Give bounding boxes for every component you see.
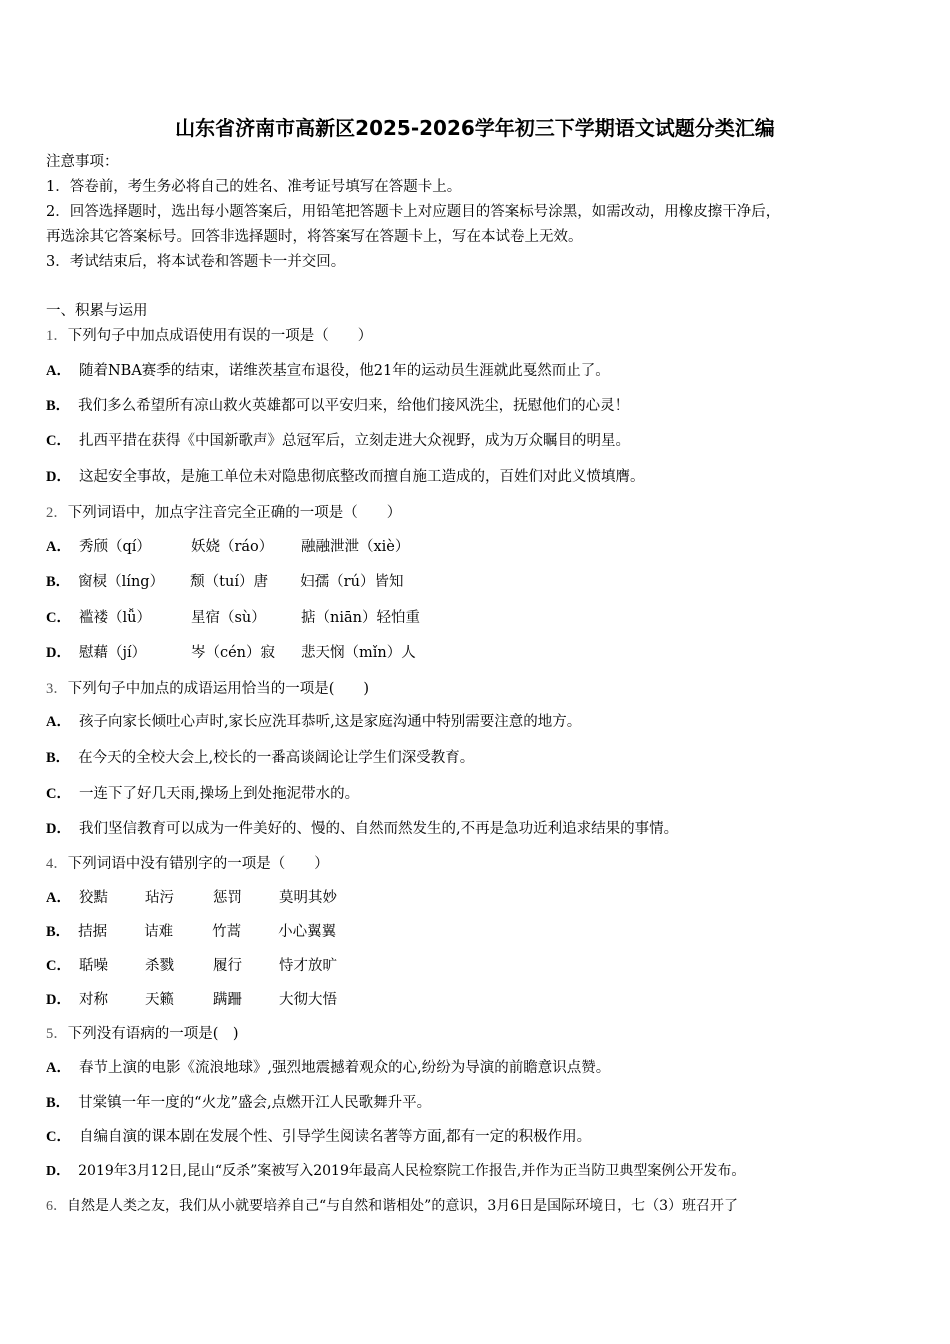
option-text: 这起安全事故，是施工单位未对隐患彻底整改而擅自施工造成的，百姓们对此义愤填膺。 xyxy=(78,469,645,485)
question-5-stem xyxy=(46,1024,239,1044)
question-3-option-a xyxy=(46,712,581,732)
option-term: 秀颀（qí） xyxy=(78,539,151,555)
option-term: 妖娆（ráo） xyxy=(190,539,274,555)
question-2-stem xyxy=(46,503,401,523)
option-term: 莫明其妙 xyxy=(278,890,337,906)
option-term: 惩罚 xyxy=(212,890,242,906)
option-letter: B． xyxy=(46,924,71,940)
question-text: 下列词语中没有错别字的一项是（ ） xyxy=(67,856,329,872)
option-letter: B． xyxy=(46,1095,71,1111)
option-text: 自编自演的课本剧在发展个性、引导学生阅读名著等方面,都有一定的积极作用。 xyxy=(78,1129,592,1145)
question-2-option-b xyxy=(46,572,403,592)
question-4-option-c xyxy=(46,956,337,976)
option-term: 掂（niān）轻怕重 xyxy=(300,610,420,626)
option-text: 甘棠镇一年一度的“火龙”盛会,点燃开江人民歌舞升平。 xyxy=(78,1095,432,1111)
question-5-option-b xyxy=(46,1093,431,1113)
option-text: 随着NBA赛季的结束，诺维茨基宣布退役，他21年的运动员生涯就此戛然而止了。 xyxy=(78,363,610,379)
option-term: 慰藉（jí） xyxy=(78,645,147,661)
option-letter: B． xyxy=(46,398,71,414)
notice-heading: 注意事项： xyxy=(46,154,119,170)
question-4-option-d xyxy=(46,990,337,1010)
option-text: 春节上演的电影《流浪地球》,强烈地震撼着观众的心,纷纷为导演的前瞻意识点赞。 xyxy=(78,1060,611,1076)
question-2-option-d xyxy=(46,643,416,663)
option-letter: D． xyxy=(46,645,71,661)
option-letter: C． xyxy=(46,610,71,626)
question-2-option-a xyxy=(46,537,409,557)
option-term: 融融泄泄（xiè） xyxy=(300,539,410,555)
question-text: 下列句子中加点的成语运用恰当的一项是( ) xyxy=(67,681,370,697)
question-1-option-d xyxy=(46,467,644,487)
option-term: 悲天悯（mǐn）人 xyxy=(300,645,416,661)
option-text: 孩子向家长倾吐心声时,家长应洗耳恭听,这是家庭沟通中特别需要注意的地方。 xyxy=(78,714,582,730)
option-text: 在今天的全校大会上,校长的一番高谈阔论让学生们深受教育。 xyxy=(78,750,475,766)
question-2-option-c xyxy=(46,608,420,628)
option-letter: A． xyxy=(46,363,71,379)
question-number: 5． xyxy=(46,1026,68,1042)
notice-item-2-cont: 再选涂其它答案标号。回答非选择题时，将答案写在答题卡上，写在本试卷上无效。 xyxy=(46,229,583,245)
question-3-option-d xyxy=(46,819,678,839)
option-letter: A． xyxy=(46,1060,71,1076)
question-5-option-c xyxy=(46,1127,591,1147)
option-term: 狡黠 xyxy=(78,890,108,906)
option-text: 2019年3月12日,昆山“反杀”案被写入2019年最高人民检察院工作报告,并作为正当防卫典型案例公开发布。 xyxy=(78,1163,746,1179)
question-1-option-a xyxy=(46,361,610,381)
option-text: 扎西平措在获得《中国新歌声》总冠军后，立刻走进大众视野，成为万众瞩目的明星。 xyxy=(78,433,630,449)
notice-item-3: 3．考试结束后，将本试卷和答题卡一并交回。 xyxy=(46,254,346,270)
option-letter: D． xyxy=(46,469,71,485)
option-letter: C． xyxy=(46,958,71,974)
option-letter: D． xyxy=(46,992,71,1008)
question-number: 2． xyxy=(46,505,68,521)
question-4-option-b xyxy=(46,922,336,942)
option-letter: C． xyxy=(46,786,71,802)
notice-item-2: 2．回答选择题时，选出每小题答案后，用铅笔把答题卡上对应题目的答案标号涂黑，如需改动，用橡皮擦干净后， xyxy=(46,204,781,220)
option-text: 一连下了好几天雨,操场上到处拖泥带水的。 xyxy=(78,786,360,802)
question-5-option-d xyxy=(46,1161,745,1182)
option-term: 大彻大悟 xyxy=(278,992,337,1008)
question-text: 自然是人类之友，我们从小就要培养自己“与自然和谐相处”的意识，3月6日是国际环境日，七（3）班召开了 xyxy=(67,1198,739,1214)
option-text: 我们坚信教育可以成为一件美好的、慢的、自然而然发生的,不再是急功近利追求结果的事情。 xyxy=(78,821,679,837)
option-letter: A． xyxy=(46,714,71,730)
option-term: 履行 xyxy=(212,958,242,974)
option-term: 玷污 xyxy=(144,890,174,906)
question-number: 6． xyxy=(46,1199,67,1214)
question-text: 下列词语中，加点字注音完全正确的一项是（ ） xyxy=(67,505,402,521)
question-text: 下列句子中加点成语使用有误的一项是（ ） xyxy=(67,328,373,344)
question-1-option-b xyxy=(46,396,629,416)
question-4-option-a xyxy=(46,888,337,908)
option-term: 星宿（sù） xyxy=(190,610,266,626)
option-letter: A． xyxy=(46,539,71,555)
notice-item-1: 1．答卷前，考生务必将自己的姓名、准考证号填写在答题卡上。 xyxy=(46,179,462,195)
option-term: 褴褛（lǚ） xyxy=(78,610,151,626)
option-term: 竹蒿 xyxy=(212,924,242,940)
option-term: 窗棂（líng） xyxy=(78,574,165,590)
option-text: 我们多么希望所有凉山救火英雄都可以平安归来，给他们接风洗尘，抚慰他们的心灵！ xyxy=(78,398,630,414)
option-term: 小心翼翼 xyxy=(278,924,337,940)
option-term: 杀戮 xyxy=(144,958,174,974)
question-text: 下列没有语病的一项是( ) xyxy=(67,1026,239,1042)
question-5-option-a xyxy=(46,1058,610,1078)
option-letter: B． xyxy=(46,574,71,590)
option-term: 对称 xyxy=(78,992,108,1008)
option-term: 天籁 xyxy=(144,992,174,1008)
question-6-stem xyxy=(46,1196,738,1217)
option-letter: C． xyxy=(46,433,71,449)
option-term: 恃才放旷 xyxy=(278,958,337,974)
option-term: 蹒跚 xyxy=(212,992,242,1008)
question-3-option-c xyxy=(46,784,359,804)
option-term: 岑（cén）寂 xyxy=(190,645,276,661)
option-letter: D． xyxy=(46,1164,71,1179)
section-heading: 一、积累与运用 xyxy=(46,303,148,319)
document-title: 山东省济南市高新区2025-2026学年初三下学期语文试题分类汇编 xyxy=(175,116,775,140)
question-number: 4． xyxy=(46,856,68,872)
question-3-option-b xyxy=(46,748,474,768)
question-3-stem xyxy=(46,679,369,699)
question-1-stem xyxy=(46,326,372,346)
option-term: 颓（tuí）唐 xyxy=(190,574,268,590)
option-term: 聒噪 xyxy=(78,958,108,974)
option-letter: C． xyxy=(46,1129,71,1145)
option-term: 拮据 xyxy=(78,924,108,940)
question-4-stem xyxy=(46,854,329,874)
question-number: 1． xyxy=(46,328,68,344)
option-term: 妇孺（rú）皆知 xyxy=(300,574,404,590)
option-letter: A． xyxy=(46,890,71,906)
option-letter: D． xyxy=(46,821,71,837)
option-term: 诘难 xyxy=(144,924,174,940)
question-1-option-c xyxy=(46,431,630,451)
option-letter: B． xyxy=(46,750,71,766)
question-number: 3． xyxy=(46,681,68,697)
